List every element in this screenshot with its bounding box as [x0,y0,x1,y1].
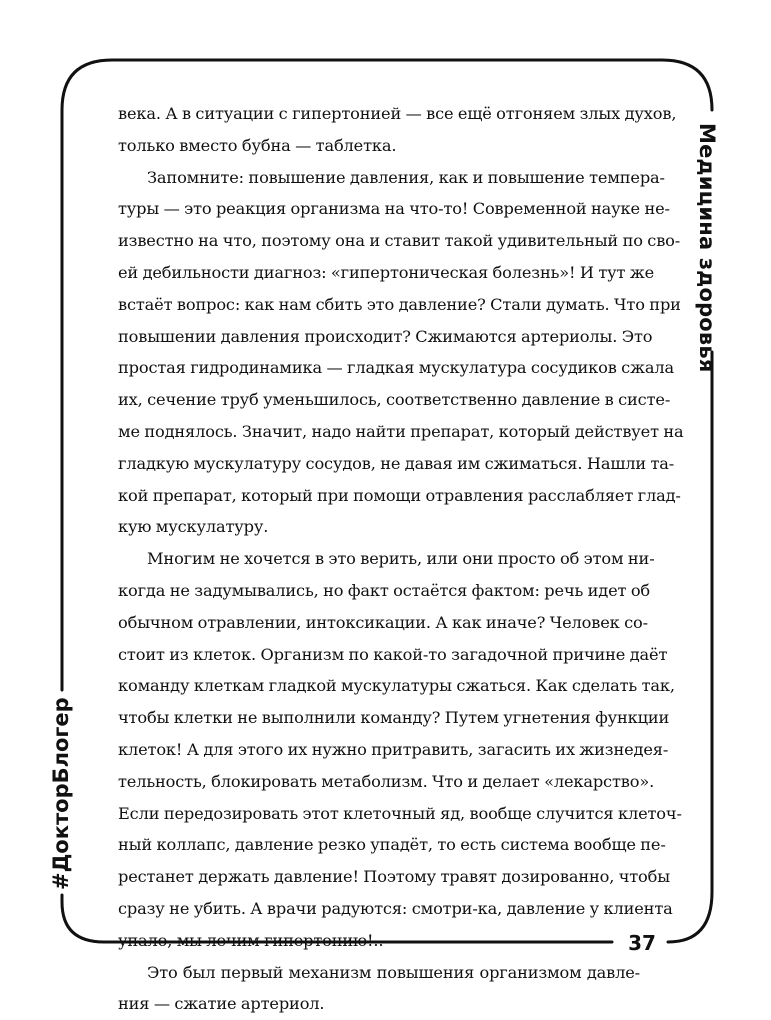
text-line: сразу не убить. А врачи радуются: смотри-ка, давление у клиента [118,898,673,918]
text-line: их, сечение труб уменьшилось, соответственно давление в систе- [118,390,671,410]
running-head-section [686,123,728,373]
text-line: ния — сжатие артериол. [118,994,325,1014]
text-line: клеток! А для этого их нужно притравить, загасить их жизнедея- [118,739,669,759]
text-line: гладкую мускулатуру сосудов, не давая им сжиматься. Нашли та- [118,453,675,473]
text-line: Если передозировать этот клеточный яд, вообще случится клеточ- [118,803,682,823]
running-head-tag [40,697,82,890]
text-line: стоит из клеток. Организм по какой-то загадочной причине даёт [118,644,668,664]
text-line: чтобы клетки не выполнили команду? Путем угнетения функции [118,708,670,728]
text-line: упало, мы лечим гипертонию!.. [118,930,384,950]
text-line: века. А в ситуации с гипертонией — все ещё отгоняем злых духов, [118,104,677,123]
text-line: ей дебильности диагноз: «гипертоническая болезнь»! И тут же [118,262,654,282]
book-tag: #ДокторБлогер [49,697,73,890]
text-line: Это был первый механизм повышения организмом давле- [147,962,640,982]
text-line: рестанет держать давление! Поэтому травят дозированно, чтобы [118,867,670,887]
text-line: простая гидродинамика — гладкая мускулатура сосудиков сжала [118,358,674,378]
text-line: обычном отравлении, интоксикации. А как иначе? Человек со- [118,612,648,632]
page-number: 37 [628,931,656,955]
text-line: команду клеткам гладкой мускулатуры сжаться. Как сделать так, [118,676,675,696]
text-line: туры — это реакция организма на что-то! Современной науке не- [118,199,670,219]
text-line: встаёт вопрос: как нам сбить это давление? Стали думать. Что при [118,294,681,314]
text-line: Многим не хочется в это верить, или они просто об этом ни- [147,549,655,569]
text-line: ме поднялось. Значит, надо найти препарат, который действует на [118,421,684,441]
text-line: известно на что, поэтому она и ставит такой удивительный по сво- [118,231,681,251]
text-line: тельность, блокировать метаболизм. Что и делает «лекарство». [118,771,655,791]
section-title: Медицина здоровья [695,123,719,373]
text-line: Запомните: повышение давления, как и повышение темпера- [147,167,665,187]
text-line: кой препарат, который при помощи отравления расслабляет глад- [118,485,681,505]
text-line: ный коллапс, давление резко упадёт, то есть система вообще пе- [118,835,666,855]
text-line: только вместо бубна — таблетка. [118,135,397,155]
text-line: повышении давления происходит? Сжимаются артериолы. Это [118,326,653,346]
text-line: когда не задумывались, но факт остаётся фактом: речь идет об [118,580,651,600]
text-line: кую мускулатуру. [118,517,269,537]
